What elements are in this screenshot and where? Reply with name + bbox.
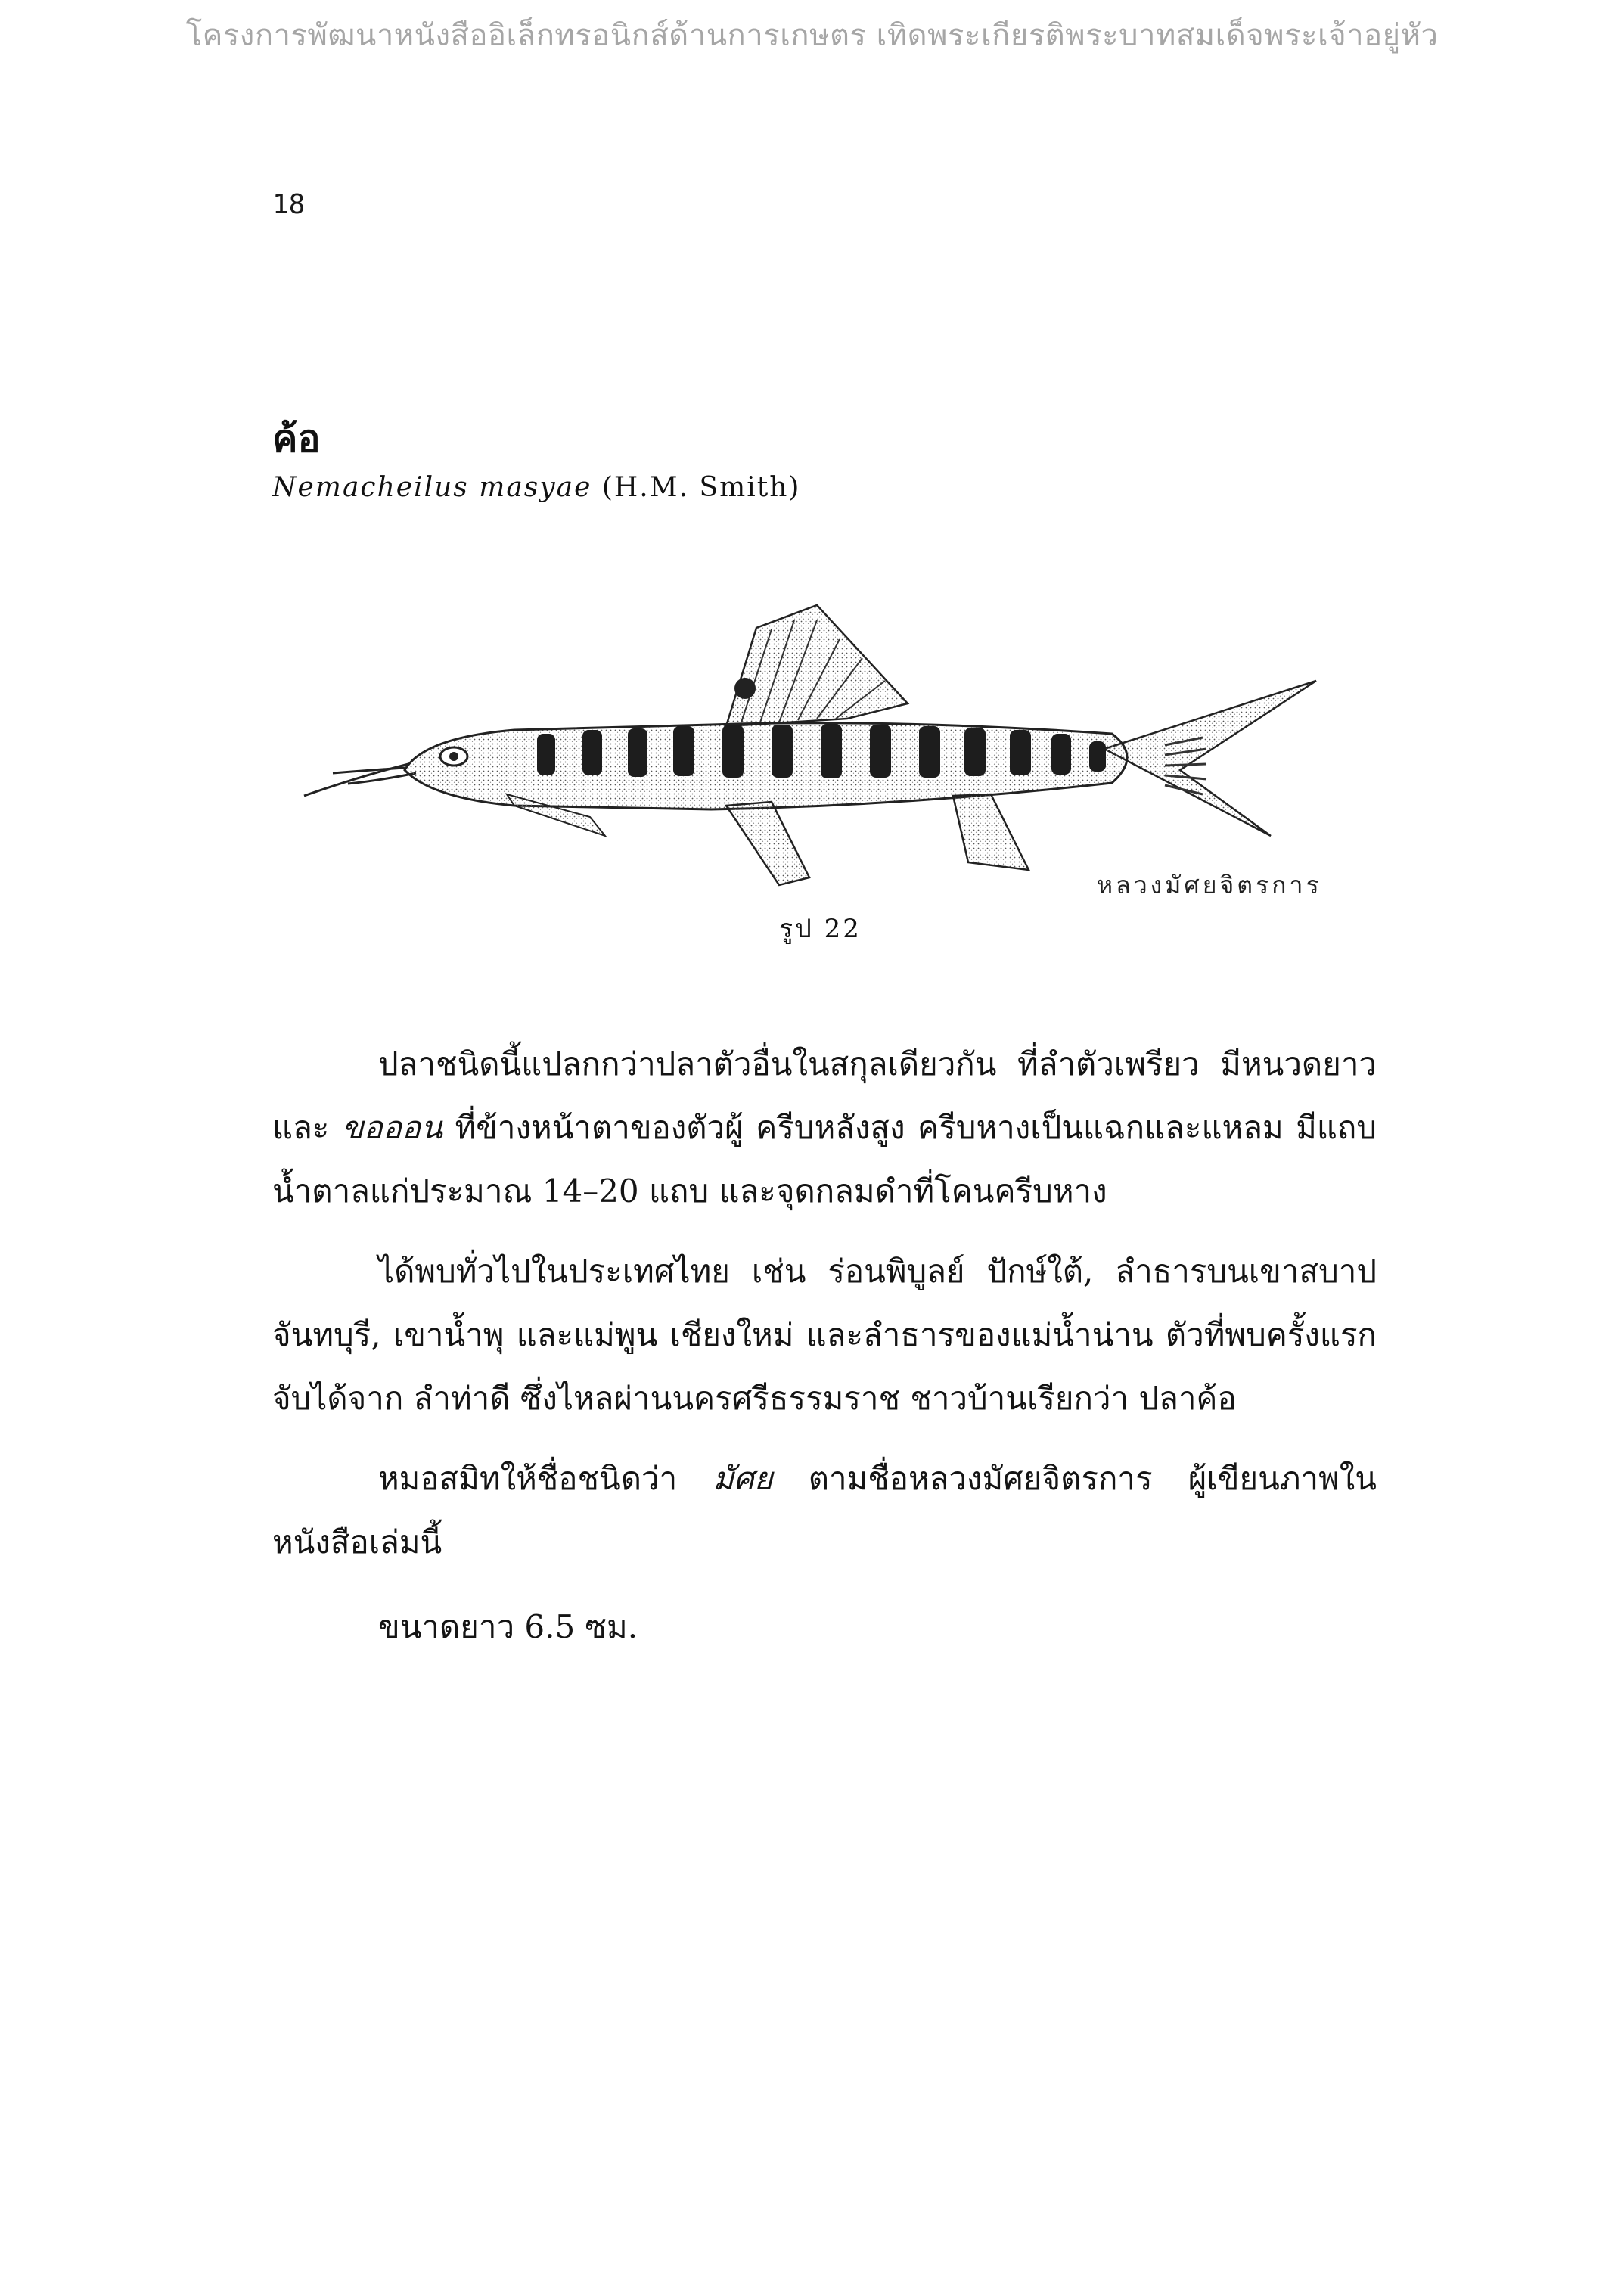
paragraph-size: ขนาดยาว 6.5 ซม. [378,1608,638,1645]
scientific-author: (H.M. Smith) [601,472,801,503]
paragraph-naming [272,1447,1377,1574]
paragraph-naming-part2: ตามชื่อหลวงมัศยจิตรการ ผู้เขียนภาพในหนังสือเล่มนี้ [272,1460,1377,1561]
paragraph-description-part2: ที่ข้างหน้าตาของตัวผู้ ครีบหลังสูง ครีบหางเป็นแฉกและแหลม มีแถบน้ำตาลแก่ประมาณ 14–20 แถบ และจุดกลมดำที่โคนครีบหาง [272,1109,1377,1210]
fish-illustration [287,575,1346,908]
pelvic-fin [726,802,809,885]
species-scientific-name [272,465,800,511]
page-number: 18 [272,189,306,220]
fish-figure [287,575,1346,944]
scientific-genus-species: Nemacheilus masyae [272,472,592,503]
page-header-banner: โครงการพัฒนาหนังสืออิเล็กทรอนิกส์ด้านการเกษตร เทิดพระเกียรติพระบาทสมเด็จพระเจ้าอยู่หัว [185,18,1439,53]
figure-artist-credit: หลวงมัศยจิตรการ [1097,871,1322,899]
paragraph-naming-part1: หมอสมิทให้ชื่อชนิดว่า [378,1460,713,1497]
paragraph-description-part1: ปลาชนิดนี้แปลกกว่าปลาตัวอื่นในสกุลเดียวกัน ที่ลำตัวเพรียว มีหนวดยาว และ [272,1045,1377,1146]
caudal-fin [1104,681,1316,836]
species-title-block [272,412,800,511]
species-thai-name: ค้อ [272,416,321,461]
paragraph-description [272,1033,1377,1223]
dorsal-fin [726,605,908,726]
paragraph-description-emphasis: ขอออน [341,1109,442,1146]
anal-fin [953,794,1029,870]
barbels [304,764,416,796]
paragraph-naming-emphasis: มัศย [713,1460,773,1497]
paragraph-distribution: ได้พบทั่วไปในประเทศไทย เช่น ร่อนพิบูลย์ ปักษ์ใต้, ลำธารบนเขาสบาป จันทบุรี, เขาน้ำพุ และแม่พูน เชียงใหม่ และลำธารของแม่น้ำน่าน ตัวที่พบครั้งแรก จับได้จาก ลำท่าดี ซึ่งไหลผ่านนครศรีธรรมราช ชาวบ้านเรียกว่า ปลาค้อ [272,1253,1377,1417]
figure-caption: รูป 22 [779,914,862,944]
body-text [272,1033,1377,1676]
